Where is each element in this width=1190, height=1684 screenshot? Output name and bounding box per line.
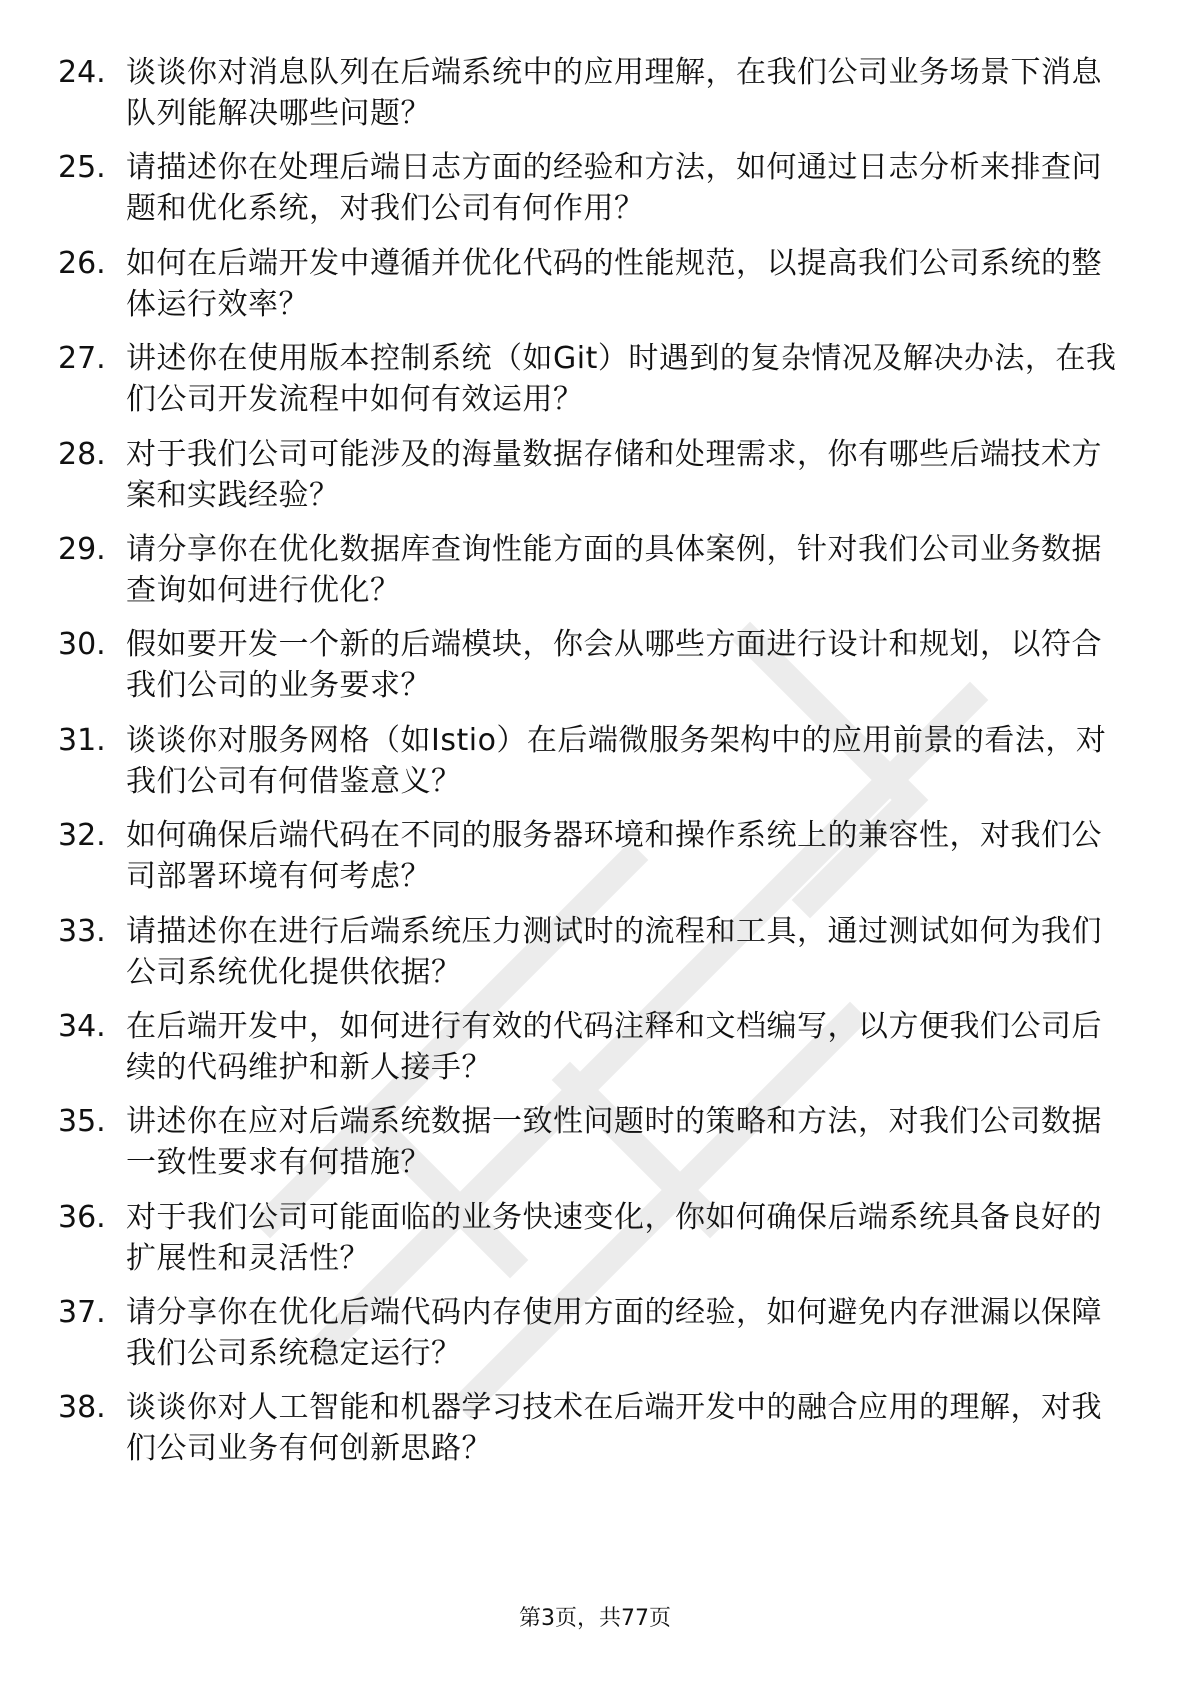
- question-number: 36.: [58, 1199, 106, 1235]
- page-footer: [0, 1604, 1190, 1634]
- question-text: 谈谈你对人工智能和机器学习技术在后端开发中的融合应用的理解，对我们公司业务有何创新思路？: [126, 1390, 1102, 1467]
- page-number-label: 第3页，共77页: [519, 1606, 671, 1631]
- question-number: 37.: [58, 1295, 106, 1331]
- question-number: 32.: [58, 818, 106, 854]
- question-text: 请描述你在处理后端日志方面的经验和方法，如何通过日志分析来排查问题和优化系统，对我们公司有何作用？: [126, 150, 1102, 227]
- question-item: [58, 1006, 1138, 1101]
- question-item: [58, 1101, 1138, 1196]
- question-item: [58, 338, 1138, 433]
- question-text: 请分享你在优化数据库查询性能方面的具体案例，针对我们公司业务数据查询如何进行优化？: [126, 531, 1102, 608]
- question-item: [58, 624, 1138, 719]
- question-number: 34.: [58, 1008, 106, 1044]
- question-text: 讲述你在使用版本控制系统（如Git）时遇到的复杂情况及解决办法，在我们公司开发流程中如何有效运用？: [126, 341, 1117, 418]
- question-number: 30.: [58, 627, 106, 663]
- question-item: [58, 815, 1138, 910]
- question-item: [58, 529, 1138, 624]
- question-number: 29.: [58, 531, 106, 567]
- question-text: 如何在后端开发中遵循并优化代码的性能规范，以提高我们公司系统的整体运行效率？: [126, 245, 1102, 322]
- question-number: 31.: [58, 722, 106, 758]
- question-item: [58, 1292, 1138, 1387]
- question-text: 如何确保后端代码在不同的服务器环境和操作系统上的兼容性，对我们公司部署环境有何考虑？: [126, 818, 1102, 895]
- question-number: 27.: [58, 341, 106, 377]
- question-item: [58, 911, 1138, 1006]
- question-text: 谈谈你对服务网格（如Istio）在后端微服务架构中的应用前景的看法，对我们公司有何借鉴意义？: [126, 722, 1107, 799]
- question-number: 38.: [58, 1390, 106, 1426]
- question-number: 35.: [58, 1104, 106, 1140]
- question-text: 讲述你在应对后端系统数据一致性问题时的策略和方法，对我们公司数据一致性要求有何措施？: [126, 1104, 1102, 1181]
- question-number: 25.: [58, 150, 106, 186]
- question-text: 请描述你在进行后端系统压力测试时的流程和工具，通过测试如何为我们公司系统优化提供依据？: [126, 913, 1102, 990]
- question-text: 对于我们公司可能涉及的海量数据存储和处理需求，你有哪些后端技术方案和实践经验？: [126, 436, 1102, 513]
- question-number: 26.: [58, 245, 106, 281]
- question-item: [58, 52, 1138, 147]
- question-text: 假如要开发一个新的后端模块，你会从哪些方面进行设计和规划，以符合我们公司的业务要求？: [126, 627, 1102, 704]
- question-text: 谈谈你对消息队列在后端系统中的应用理解，在我们公司业务场景下消息队列能解决哪些问题？: [126, 55, 1102, 131]
- question-list: [58, 52, 1138, 1483]
- question-item: [58, 147, 1138, 242]
- question-number: 33.: [58, 913, 106, 949]
- question-item: [58, 720, 1138, 815]
- question-item: [58, 243, 1138, 338]
- question-item: [58, 1197, 1138, 1292]
- question-number: 24.: [58, 55, 106, 90]
- question-text: 对于我们公司可能面临的业务快速变化，你如何确保后端系统具备良好的扩展性和灵活性？: [126, 1199, 1102, 1276]
- question-text: 请分享你在优化后端代码内存使用方面的经验，如何避免内存泄漏以保障我们公司系统稳定运行？: [126, 1295, 1102, 1372]
- question-item: [58, 434, 1138, 529]
- question-text: 在后端开发中，如何进行有效的代码注释和文档编写，以方便我们公司后续的代码维护和新人接手？: [126, 1008, 1102, 1085]
- question-number: 28.: [58, 436, 106, 472]
- question-item: [58, 1387, 1138, 1482]
